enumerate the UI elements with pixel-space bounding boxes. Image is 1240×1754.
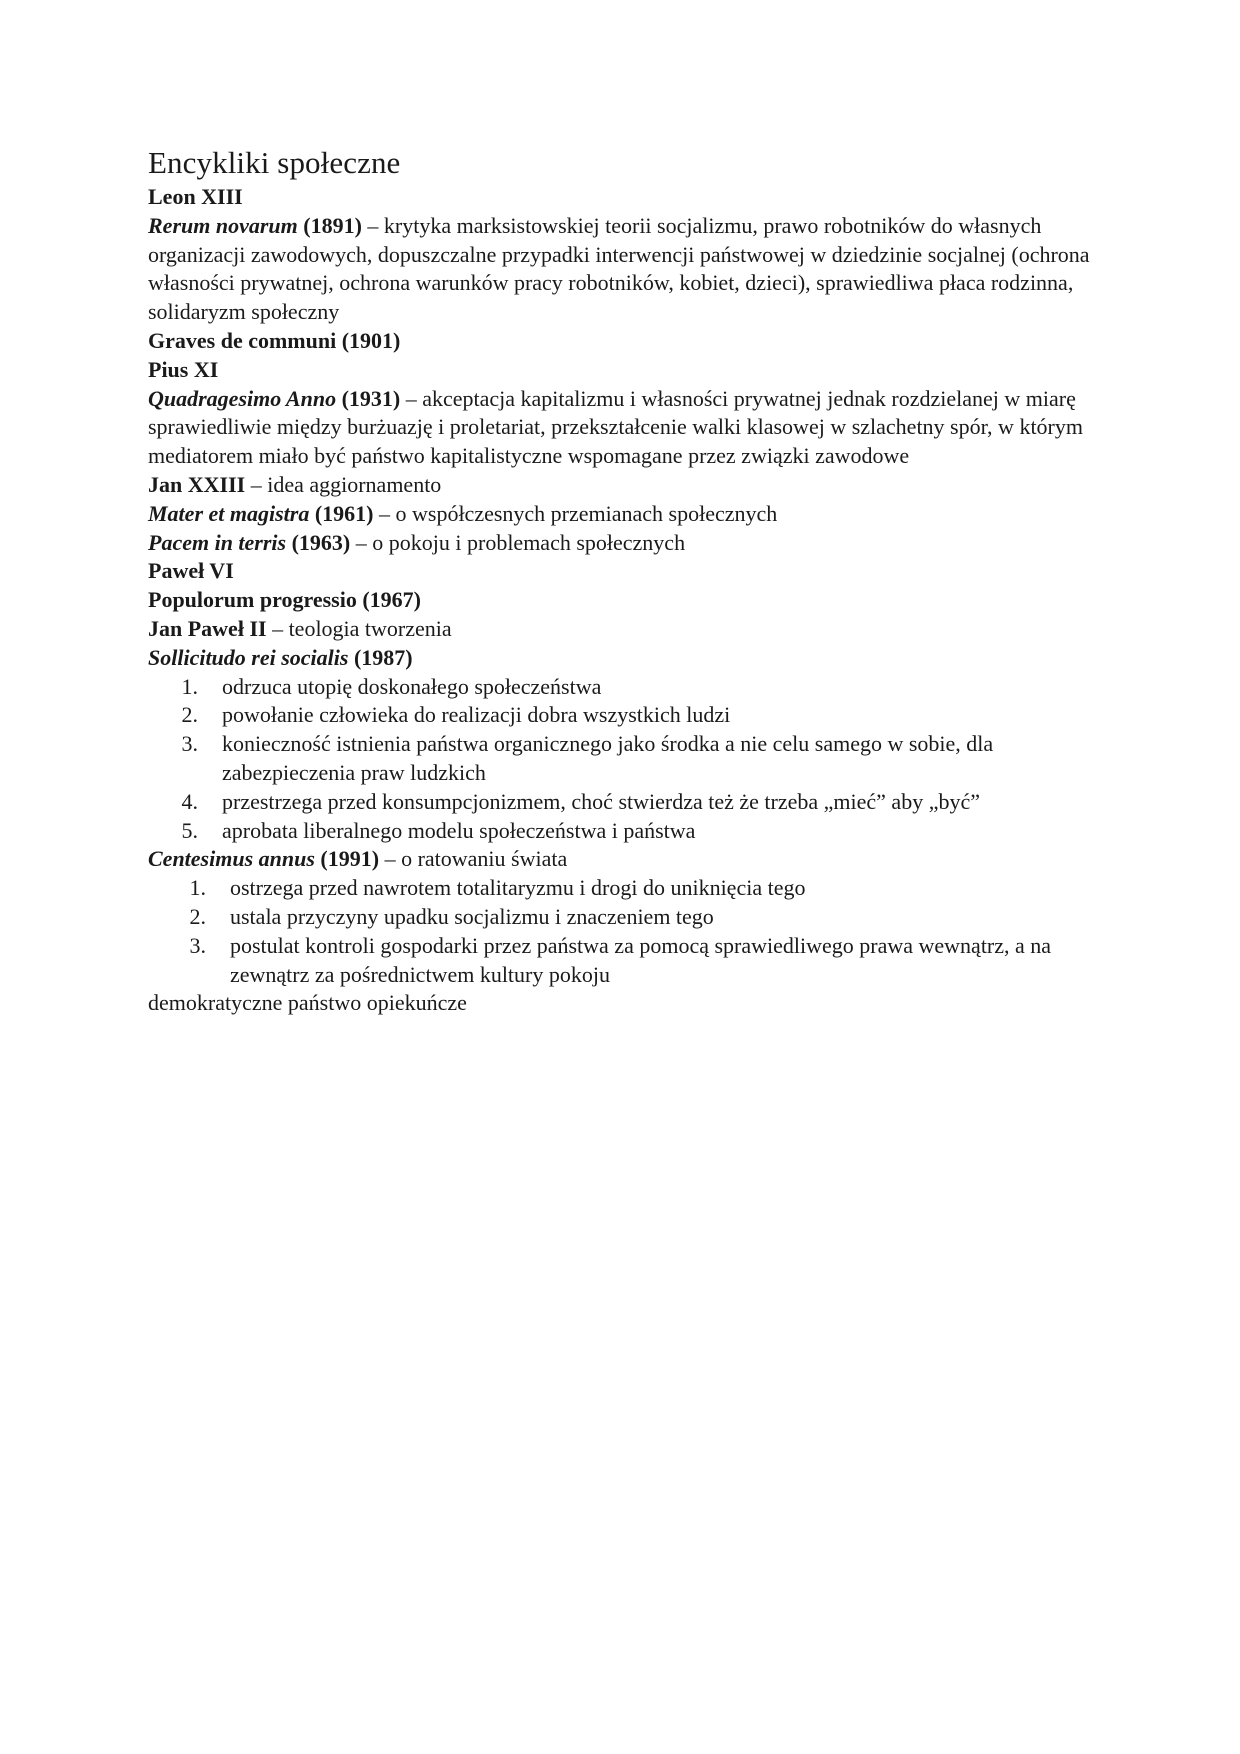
pope-john-paul-ii-entry: [148, 615, 1108, 644]
pacem-in-terris-year: (1963): [286, 529, 351, 555]
list-item: [148, 874, 1108, 903]
list-item: [148, 673, 1108, 702]
list-number: 3.: [189, 932, 206, 958]
mater-et-magistra-entry: [148, 500, 1108, 529]
rerum-novarum-year: (1891): [297, 212, 362, 238]
pope-paul-vi: Paweł VI: [148, 558, 234, 584]
sollicitudo-title: Sollicitudo rei socialis: [148, 644, 349, 670]
list-item-text: ustala przyczyny upadku socjalizmu i znaczeniem tego: [230, 903, 714, 929]
pacem-in-terris-text: – o pokoju i problemach społecznych: [350, 529, 686, 555]
pacem-in-terris-entry: [148, 529, 1108, 558]
rerum-novarum-entry: [148, 212, 1108, 327]
list-item: [148, 932, 1108, 990]
mater-et-magistra-year: (1961): [309, 500, 374, 526]
quadragesimo-anno-entry: [148, 385, 1108, 471]
closing-line: demokratyczne państwo opiekuńcze: [148, 990, 467, 1016]
quadragesimo-anno-text: – akceptacja kapitalizmu i własności prywatnej jednak rozdzielanej w miarę sprawiedliwie między burżuazję i proletariat, przekształcenie walki klasowej w szlachetny spór, w którym mediatorem miało być państwo kapitalistyczne wspomagane przez związki zawodowe: [148, 385, 1083, 469]
pope-john-xxiii-entry: [148, 471, 1108, 500]
pope-john-xxiii: Jan XXIII: [148, 471, 246, 497]
mater-et-magistra-title: Mater et magistra: [148, 500, 310, 526]
document-page: [148, 143, 1108, 1018]
pacem-in-terris-title: Pacem in terris: [148, 529, 287, 555]
list-item-text: przestrzega przed konsumpcjonizmem, choć stwierdza też że trzeba „mieć” aby „być”: [222, 788, 980, 814]
populorum-progressio: Populorum progressio (1967): [148, 587, 421, 613]
list-item: [148, 817, 1108, 846]
list-number: 3.: [181, 731, 198, 757]
list-item: [148, 788, 1108, 817]
pope-john-paul-ii: Jan Paweł II: [148, 615, 267, 641]
list-item: [148, 903, 1108, 932]
list-number: 1.: [189, 875, 206, 901]
rerum-novarum-text: – krytyka marksistowskiej teorii socjalizmu, prawo robotników do własnych organizacji zawodowych, dopuszczalne przypadki interwencji państwowej w dziedzinie socjalnej (ochrona własności prywatnej, ochrona warunków pracy robotników, kobiet, dzieci), sprawiedliwa płaca rodzinna, solidaryzm społeczny: [148, 212, 1090, 325]
centesimus-annus-title: Centesimus annus: [148, 846, 315, 872]
list-item-text: konieczność istnienia państwa organicznego jako środka a nie celu samego w sobie, dla zabezpieczenia praw ludzkich: [222, 731, 994, 785]
sollicitudo-entry: [148, 644, 1108, 673]
document-title: Encykliki społeczne: [148, 145, 401, 180]
quadragesimo-anno-year: (1931): [336, 385, 401, 411]
graves-de-communi: Graves de communi (1901): [148, 327, 401, 353]
centesimus-annus-text: – o ratowaniu świata: [379, 846, 568, 872]
list-number: 2.: [181, 702, 198, 728]
list-item-text: postulat kontroli gospodarki przez państwa za pomocą sprawiedliwego prawa wewnątrz, a na zewnątrz za pośrednictwem kultury pokoju: [230, 932, 1052, 987]
list-item-text: aprobata liberalnego modelu społeczeństwa i państwa: [222, 817, 696, 843]
pope-leo-xiii: Leon XIII: [148, 184, 243, 209]
centesimus-annus-year: (1991): [314, 846, 380, 872]
pope-pius-xi: Pius XI: [148, 356, 219, 382]
list-number: 4.: [181, 788, 198, 814]
sollicitudo-year: (1987): [348, 644, 413, 670]
list-item-text: ostrzega przed nawrotem totalitaryzmu i drogi do uniknięcia tego: [230, 875, 806, 901]
list-number: 2.: [189, 903, 206, 929]
list-item-text: powołanie człowieka do realizacji dobra wszystkich ludzi: [222, 702, 731, 728]
quadragesimo-anno-title: Quadragesimo Anno: [148, 385, 337, 411]
list-item: [148, 701, 1108, 730]
centesimus-annus-entry: [148, 845, 1108, 874]
list-number: 5.: [181, 817, 198, 843]
sollicitudo-list: [148, 673, 1108, 846]
list-item: [148, 730, 1108, 788]
mater-et-magistra-text: – o współczesnych przemianach społecznych: [373, 500, 778, 526]
list-number: 1.: [181, 673, 198, 699]
rerum-novarum-title: Rerum novarum: [148, 212, 298, 238]
pope-john-xxiii-text: – idea aggiornamento: [245, 471, 442, 497]
pope-john-paul-ii-text: – teologia tworzenia: [266, 615, 452, 641]
list-item-text: odrzuca utopię doskonałego społeczeństwa: [222, 673, 602, 699]
centesimus-list: [148, 874, 1108, 989]
